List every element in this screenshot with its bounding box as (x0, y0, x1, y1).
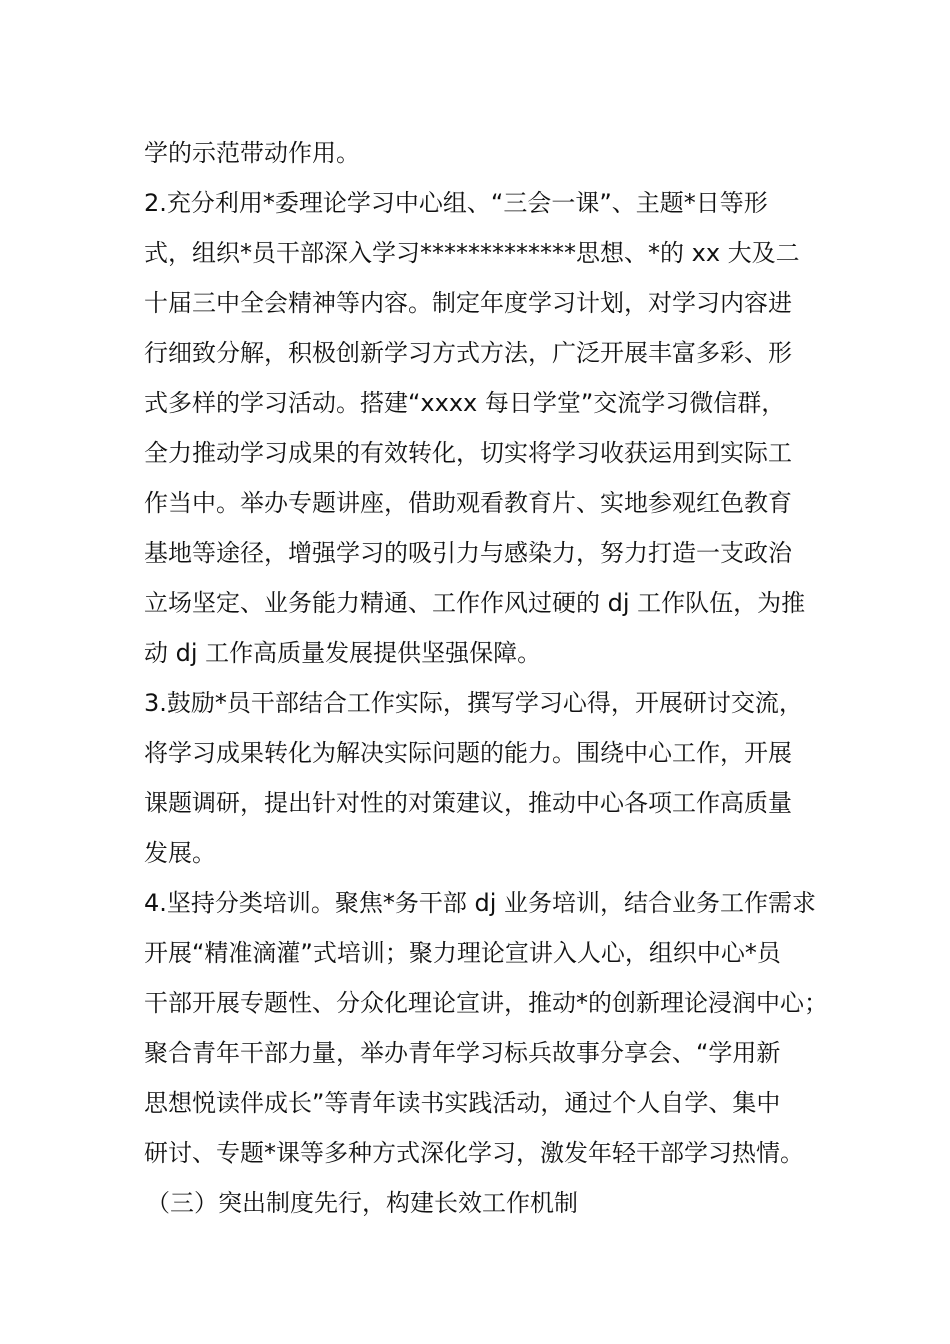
text-line: 基地等途径，增强学习的吸引力与感染力，努力打造一支政治 (144, 539, 792, 567)
text-line: 干部开展专题性、分众化理论宣讲，推动*的创新理论浸润中心； (144, 989, 828, 1017)
text-line: 聚合青年干部力量，举办青年学习标兵故事分享会、“学用新 (144, 1039, 781, 1067)
text-line: 4.坚持分类培训。聚焦*务干部 dj 业务培训，结合业务工作需求 (144, 889, 817, 917)
text-line: 作当中。举办专题讲座，借助观看教育片、实地参观红色教育 (144, 489, 792, 517)
text-line: 立场坚定、业务能力精通、工作作风过硬的 dj 工作队伍，为推 (144, 589, 806, 617)
text-line: 发展。 (144, 839, 216, 867)
document-body (144, 128, 844, 1228)
text-line: 式多样的学习活动。搭建“xxxx 每日学堂”交流学习微信群， (144, 389, 786, 417)
text-line: 课题调研，提出针对性的对策建议，推动中心各项工作高质量 (144, 789, 792, 817)
text-line: 将学习成果转化为解决实际问题的能力。围绕中心工作，开展 (144, 739, 792, 767)
section-heading: （三）突出制度先行，构建长效工作机制 (146, 1189, 578, 1217)
text-line: 全力推动学习成果的有效转化，切实将学习收获运用到实际工 (144, 439, 792, 467)
text-line: 学的示范带动作用。 (144, 139, 360, 167)
text-line: 开展“精准滴灌”式培训；聚力理论宣讲入人心，组织中心*员 (144, 939, 781, 967)
text-line: 研讨、专题*课等多种方式深化学习，激发年轻干部学习热情。 (144, 1139, 804, 1167)
text-line: 式，组织*员干部深入学习*************思想、*的 xx 大及二 (144, 239, 800, 267)
text-line: 思想悦读伴成长”等青年读书实践活动，通过个人自学、集中 (144, 1089, 781, 1117)
text-line: 2.充分利用*委理论学习中心组、“三会一课”、主题*日等形 (144, 189, 768, 217)
text-line: 动 dj 工作高质量发展提供坚强保障。 (144, 639, 542, 667)
text-line: 十届三中全会精神等内容。制定年度学习计划，对学习内容进 (144, 289, 792, 317)
text-line: 3.鼓励*员干部结合工作实际，撰写学习心得，开展研讨交流， (144, 689, 803, 717)
text-line: 行细致分解，积极创新学习方式方法，广泛开展丰富多彩、形 (144, 339, 792, 367)
